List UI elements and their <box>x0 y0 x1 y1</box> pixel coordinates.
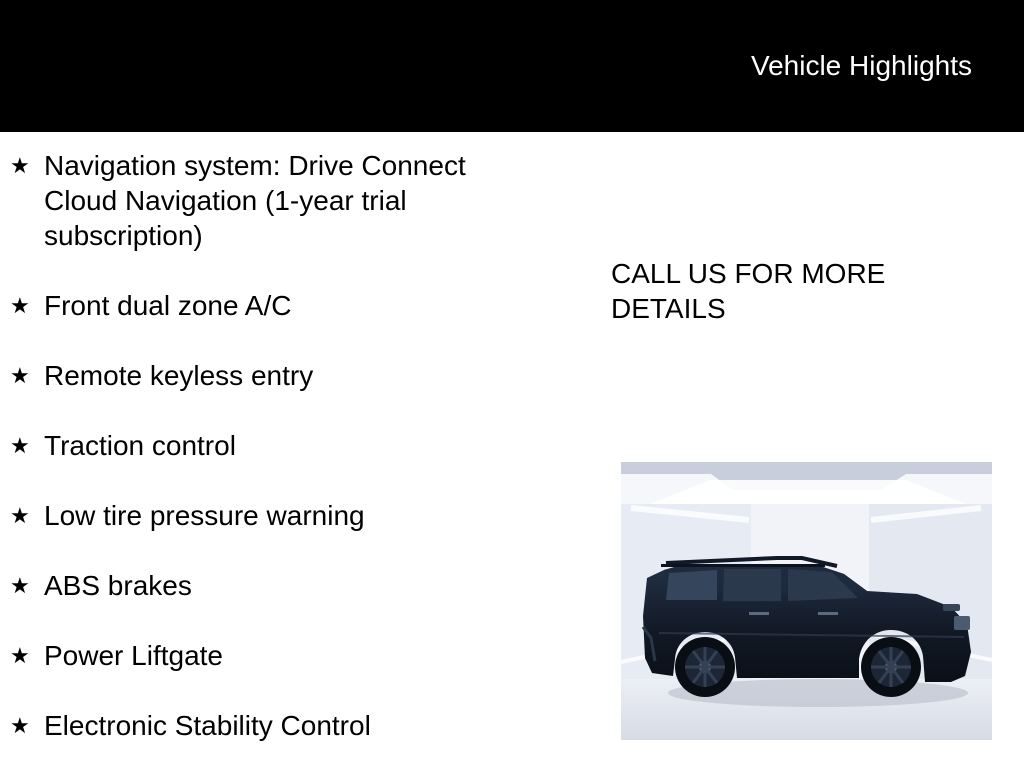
star-icon: ★ <box>10 573 30 598</box>
star-icon: ★ <box>10 433 30 458</box>
feature-label: Navigation system: Drive Connect Cloud Navigation (1-year trial subscription) <box>44 150 466 251</box>
star-icon: ★ <box>10 713 30 738</box>
feature-label: Traction control <box>44 430 236 461</box>
feature-item <box>10 568 530 603</box>
header-bar <box>0 0 1024 132</box>
feature-label: Electronic Stability Control <box>44 710 371 741</box>
feature-label: Power Liftgate <box>44 640 223 671</box>
feature-item <box>10 498 530 533</box>
feature-item <box>10 288 530 323</box>
vehicle-photo <box>621 462 992 740</box>
feature-label: Front dual zone A/C <box>44 290 292 321</box>
feature-item <box>10 638 530 673</box>
star-icon: ★ <box>10 293 30 318</box>
feature-item <box>10 428 530 463</box>
feature-list <box>10 148 530 768</box>
suv-illustration <box>621 462 992 740</box>
feature-item <box>10 148 514 253</box>
star-icon: ★ <box>10 153 30 178</box>
feature-label: ABS brakes <box>44 570 192 601</box>
page-title: Vehicle Highlights <box>750 50 972 81</box>
call-for-details-text: CALL US FOR MORE DETAILS <box>611 258 886 324</box>
star-icon: ★ <box>10 503 30 528</box>
feature-label: Low tire pressure warning <box>44 500 365 531</box>
feature-label: Remote keyless entry <box>44 360 314 391</box>
feature-item <box>10 358 530 393</box>
star-icon: ★ <box>10 363 30 388</box>
star-icon: ★ <box>10 643 30 668</box>
feature-item <box>10 708 530 743</box>
